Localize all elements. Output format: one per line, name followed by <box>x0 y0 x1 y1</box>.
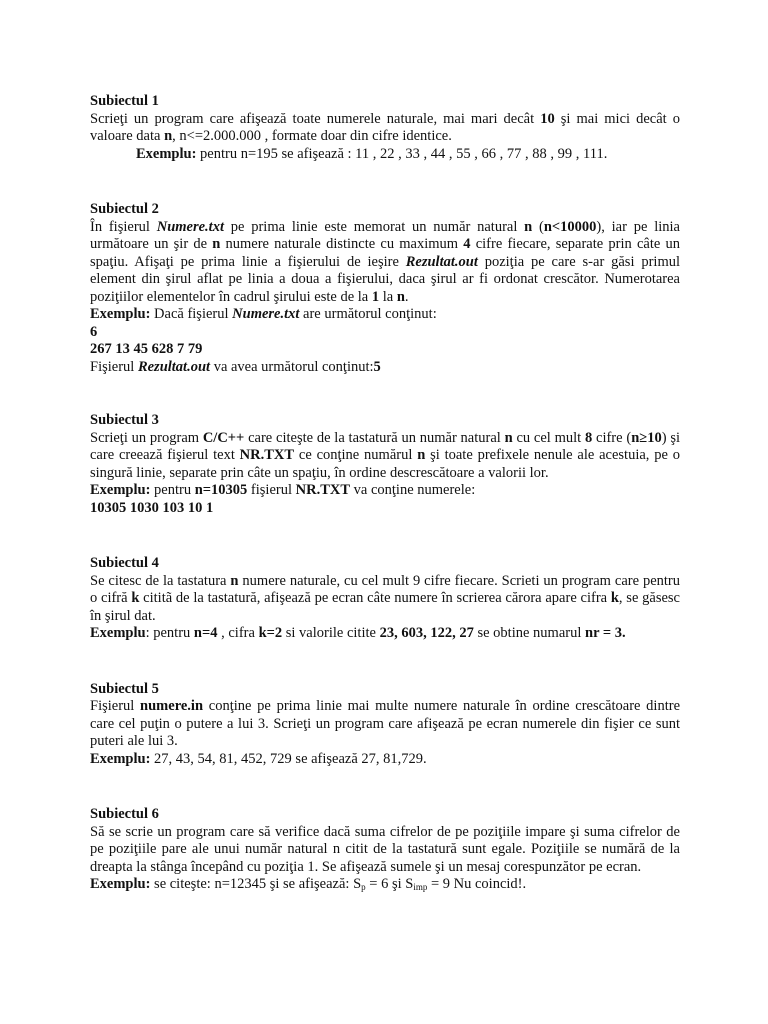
subject-3-example: Exemplu: pentru n=10305 fişierul NR.TXT va conţine numerele: <box>90 482 476 498</box>
subject-2-statement: În fişierul Numere.txt pe prima linie este memorat un număr natural n (n<10000), iar pe linia următoare un şir de n numere naturale distincte cu maximum 4 cifre fiecare, separate prin câte un spaţiu. Afişaţi pe prima linie a fişierului de ieşire Rezultat.out poziţia pe care s-ar găsi primul element din şirul aflat pe linia a doua a fişierului, daca şirul ar fi ordonat crescător. Numerotarea poziţiilor elementelor în cadrul şirului este de la 1 la n. <box>90 218 680 305</box>
subject-5-example: Exemplu: 27, 43, 54, 81, 452, 729 se afişează 27, 81,729. <box>90 750 427 767</box>
subject-1-title: Subiectul 1 <box>90 93 159 109</box>
subject-4-statement: Se citesc de la tastatura n numere naturale, cu cel mult 9 cifre fiecare. Scrieti un program care pentru o cifră k cititã de la tastatură, afişează pe ecran câte numere în scrierea cărora apare cifra k, se găsesc în şirul dat. <box>90 572 680 624</box>
subject-5-title: Subiectul 5 <box>90 680 159 697</box>
subject-5-statement: Fişierul numere.in conţine pe prima linie mai multe numere naturale în ordine crescătoare dintre care cel puţin o putere a lui 3. Scrieţi un program care afişează pe ecran numerele din fişier ce sunt puteri ale lui 3. <box>90 698 681 749</box>
subject-2-example: Exemplu: Dacă fişierul Numere.txt are următorul conţinut: <box>90 306 437 322</box>
subject-6-title: Subiectul 6 <box>90 806 159 822</box>
subject-2-input-line-1: 6 <box>90 323 98 340</box>
subject-4 <box>90 555 680 643</box>
subject-2-title: Subiectul 2 <box>90 201 159 217</box>
subject-2-input-line-2: 267 13 45 628 7 79 <box>90 341 203 357</box>
subject-3-result: 10305 1030 103 10 1 <box>90 499 214 516</box>
subject-3 <box>90 412 680 517</box>
subject-2 <box>90 201 680 376</box>
subject-1-example: Exemplu: pentru n=195 se afişează : 11 , 22 , 33 , 44 , 55 , 66 , 77 , 88 , 99 , 111. <box>136 145 608 162</box>
subject-1 <box>90 93 680 163</box>
subject-6 <box>90 806 680 897</box>
subject-4-example: Exemplu: pentru n=4 , cifra k=2 si valorile citite 23, 603, 122, 27 se obtine numarul nr = 3. <box>90 625 626 641</box>
subject-1-statement: Scrieţi un program care afişează toate numerele naturale, mai mari decât 10 şi mai mici decât o valoare data n, n<=2.000.000 , formate doar din cifre identice. <box>90 110 680 144</box>
subject-3-title: Subiectul 3 <box>90 412 159 428</box>
subject-4-title: Subiectul 4 <box>90 555 159 571</box>
subject-5 <box>90 681 680 769</box>
subject-3-statement: Scrieţi un program C/C++ care citeşte de la tastatură un număr natural n cu cel mult 8 cifre (n≥10) şi care creează fişierul text NR.TXT ce conţine numărul n şi toate prefixele nenule ale acestuia, pe o singură linie, separate prin câte un spaţiu, în ordine descrescătoare a valorii lor. <box>90 429 680 481</box>
subject-2-output: Fişierul Rezultat.out va avea următorul conţinut:5 <box>90 358 381 375</box>
subject-6-example: Exemplu: se citeşte: n=12345 şi se afişează: $S_p = 6$ şi $S_{imp} = 9$ Nu coincid!. <box>90 876 527 892</box>
document-page <box>90 93 680 897</box>
subject-6-statement: Să se scrie un program care să verifice dacă suma cifrelor de pe poziţiile impare şi suma cifrelor de pe poziţiile pare ale unui număr natural n citit de la tastatură sunt egale. Poziţiile se numără de la dreapta la stânga începând cu poziţia 1. Se afişează sumele şi un mesaj corespunzător pe ecran. <box>90 823 680 875</box>
